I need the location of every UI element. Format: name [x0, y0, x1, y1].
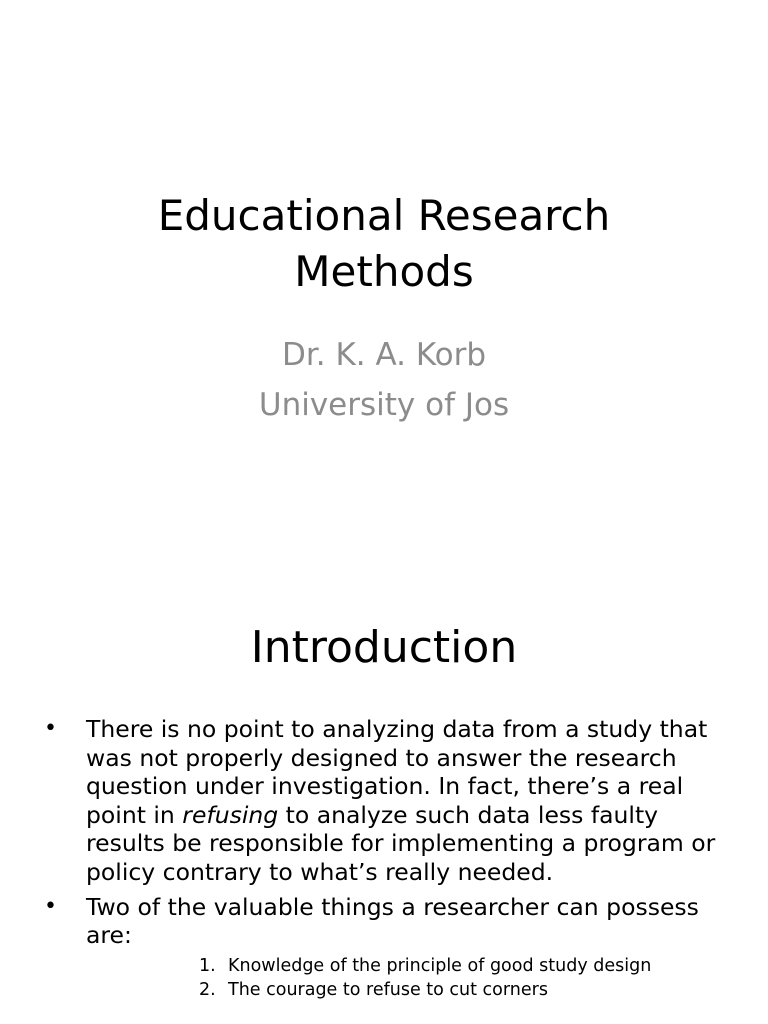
- sub-list-number: 1.: [199, 955, 216, 976]
- bullet-item-2: [0, 893, 768, 1003]
- bullet-item-1: [0, 715, 768, 887]
- sub-list-item-1: [86, 954, 728, 979]
- sub-list-text: Knowledge of the principle of good study design: [228, 955, 652, 976]
- sub-list-item-2: [86, 978, 728, 1003]
- bullet-1-text-start: There is no point to analyzing data from a study that was not properly designed to answer the research question under investigation. In fact, there’s a real point in: [86, 715, 708, 829]
- numbered-sub-list: [86, 954, 728, 1003]
- slide-title-line-2: Methods: [294, 247, 474, 296]
- bullet-list: [0, 715, 768, 1009]
- slide-title: [0, 188, 768, 300]
- bullet-1-italic-word: refusing: [182, 800, 279, 829]
- introduction-slide: [0, 576, 768, 1024]
- bullet-2-text: Two of the valuable things a researcher can possess are:: [86, 892, 699, 950]
- bullet-1-text-end: to analyze such data less faulty results be responsible for implementing a program or policy contrary to what’s really needed.: [86, 800, 716, 886]
- slide-subtitle: [0, 330, 768, 430]
- slide-title-line-1: Educational Research: [157, 191, 611, 240]
- author-name: Dr. K. A. Korb: [281, 337, 487, 373]
- author-affiliation: University of Jos: [258, 387, 510, 423]
- sub-list-number: 2.: [199, 980, 216, 1001]
- sub-list-text: The courage to refuse to cut corners: [228, 980, 548, 1001]
- bullet-marker: •: [44, 893, 57, 919]
- introduction-title: Introduction: [250, 622, 518, 673]
- bullet-marker: •: [44, 716, 57, 741]
